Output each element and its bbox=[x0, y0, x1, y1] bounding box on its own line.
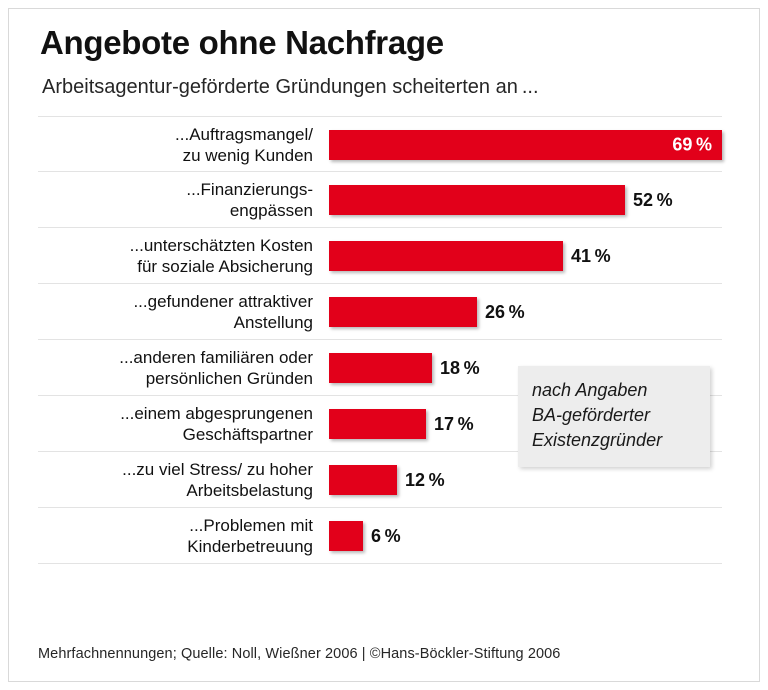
category-label-line: ...unterschätzten Kosten bbox=[129, 236, 313, 255]
category-label-line: ...zu viel Stress/ zu hoher bbox=[122, 460, 313, 479]
category-label-line: Arbeitsbelastung bbox=[186, 481, 313, 500]
category-label bbox=[38, 452, 321, 508]
category-label-line: persönlichen Gründen bbox=[145, 369, 313, 388]
chart-row bbox=[38, 116, 722, 172]
category-label bbox=[38, 396, 321, 452]
bar bbox=[329, 409, 426, 439]
chart-subtitle: Arbeitsagentur-geförderte Gründungen scheiterten an ... bbox=[42, 76, 539, 98]
bar-value-label: 6 % bbox=[371, 525, 401, 546]
category-label-line: ...einem abgesprungenen bbox=[120, 404, 313, 423]
annotation-line: BA-geförderter bbox=[532, 405, 651, 425]
category-label-line: ...Auftragsmangel/ bbox=[175, 125, 313, 144]
chart-row bbox=[38, 172, 722, 228]
annotation-box bbox=[518, 366, 710, 467]
bar-value-label: 52 % bbox=[633, 189, 673, 210]
category-label-line: ...Problemen mit bbox=[189, 516, 313, 535]
category-label bbox=[38, 117, 321, 173]
category-label-line: Geschäftspartner bbox=[182, 425, 313, 444]
bar bbox=[329, 241, 563, 271]
category-label-line: für soziale Absicherung bbox=[137, 257, 313, 276]
page-title: Angebote ohne Nachfrage bbox=[40, 24, 444, 61]
annotation-line: Existenzgründer bbox=[532, 430, 663, 450]
chart-inner bbox=[38, 22, 722, 658]
chart-row bbox=[38, 508, 722, 564]
bar-value-label: 26 % bbox=[485, 301, 525, 322]
bar-area bbox=[329, 228, 722, 284]
category-label bbox=[38, 172, 321, 228]
bar bbox=[329, 353, 432, 383]
category-label-line: ...gefundener attraktiver bbox=[133, 292, 313, 311]
bar-area bbox=[329, 284, 722, 340]
category-label-line: engpässen bbox=[229, 201, 313, 220]
footer-source: Mehrfachnennungen; Quelle: Noll, Wießner 2006 | ©Hans-Böckler-Stiftung 2006 bbox=[38, 646, 561, 662]
category-label bbox=[38, 228, 321, 284]
category-label-line: ...Finanzierungs- bbox=[186, 180, 313, 199]
category-label-line: ...anderen familiären oder bbox=[119, 348, 313, 367]
chart-row bbox=[38, 284, 722, 340]
category-label-line: zu wenig Kunden bbox=[182, 146, 313, 165]
category-label bbox=[38, 508, 321, 564]
bar bbox=[329, 521, 363, 551]
bar bbox=[329, 130, 722, 160]
bar-value-label: 17 % bbox=[434, 413, 474, 434]
bar-area bbox=[329, 172, 722, 228]
annotation-line: nach Angaben bbox=[532, 380, 648, 400]
bar bbox=[329, 465, 397, 495]
category-label-line: Kinderbetreuung bbox=[187, 537, 313, 556]
bar bbox=[329, 297, 477, 327]
bar-area bbox=[329, 117, 722, 173]
category-label-line: Anstellung bbox=[233, 313, 313, 332]
category-label bbox=[38, 340, 321, 396]
bar bbox=[329, 185, 625, 215]
chart-row bbox=[38, 228, 722, 284]
bar-value-label: 18 % bbox=[440, 357, 480, 378]
category-label bbox=[38, 284, 321, 340]
bar-chart-plot bbox=[38, 116, 722, 564]
bar-value-label: 12 % bbox=[405, 469, 445, 490]
bar-value-label: 69 % bbox=[672, 134, 712, 155]
bar-value-label: 41 % bbox=[571, 245, 611, 266]
bar-area bbox=[329, 508, 722, 564]
